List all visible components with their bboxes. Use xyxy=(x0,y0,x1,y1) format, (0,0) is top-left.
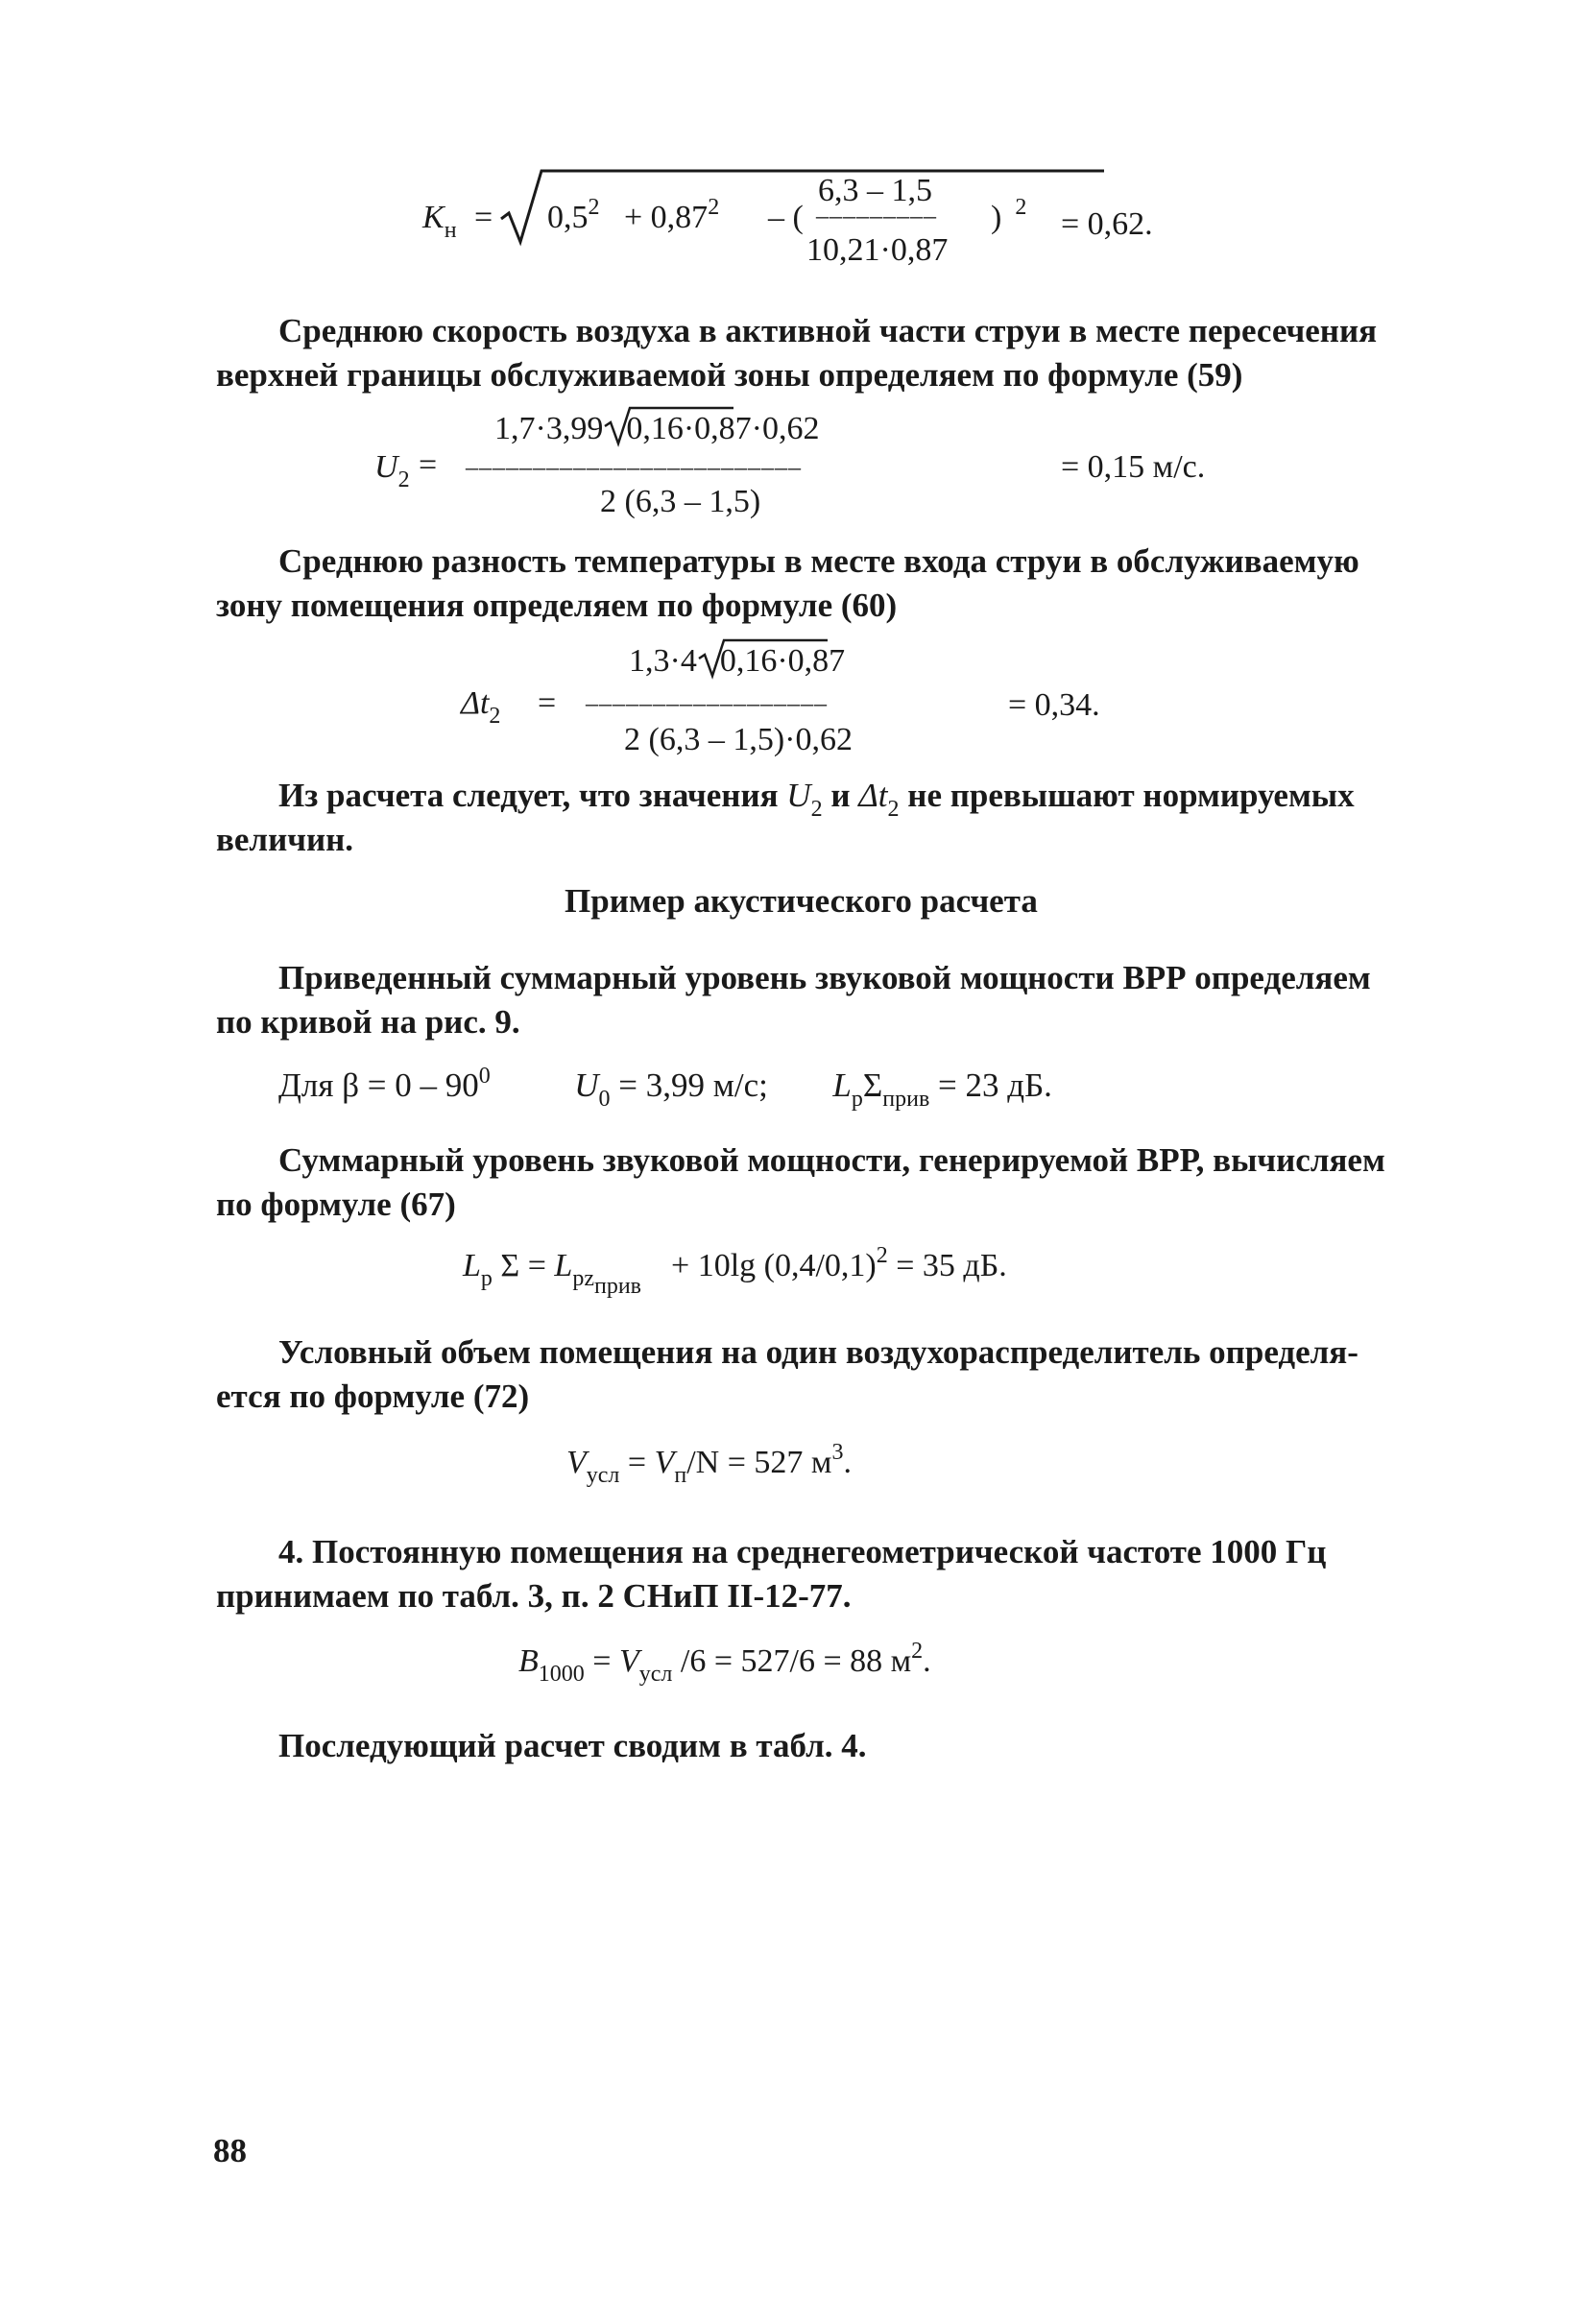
para2-line2: зону помещения определяем по формуле (60) xyxy=(216,587,898,624)
formula-u2 xyxy=(374,403,1238,518)
formula-lp: $L_p$ $\Sigma = L_{pzприв} + 10\lg$ $(0,4/0,1)^2 = 35$ дБ. xyxy=(463,1243,1007,1299)
section-heading: Пример акустического расчета xyxy=(565,882,1038,920)
para5-line2: по формуле (67) xyxy=(216,1186,456,1223)
formula-kn xyxy=(422,163,1190,269)
u2-result: = 0,15 м/с. xyxy=(1061,449,1206,485)
kn-eq: = xyxy=(474,200,493,235)
kn-denominator: 10,21·0,87 xyxy=(806,232,949,268)
para1-line1: Среднюю скорость воздуха в активной части струи в месте пересечения xyxy=(278,312,1378,349)
formula-v: $V_{усл} = V_п/N = 527$ $м^3$. xyxy=(566,1440,852,1488)
u2-denominator: 2 (6,3 – 1,5) xyxy=(600,484,761,519)
cond-lp: $L_p$ xyxy=(832,1066,863,1112)
formula-b1000: $B_{1000} = V_{усл}$ /6 = 527/6 = 88 $м^2$. xyxy=(518,1639,931,1687)
para6-line2: ется по формуле (72) xyxy=(216,1378,530,1415)
kn-term2: + $0,87^2$ xyxy=(624,195,720,235)
para4-line2: по кривой на рис. 9. xyxy=(216,1003,520,1041)
dt2-lhs: $\Delta t_2$ xyxy=(461,685,501,729)
kn-term1: $0,5^2$ xyxy=(547,195,600,235)
para3-line1: Из расчета следует, что значения $U_2$ и $\Delta t_2$ не превышают нормируемых xyxy=(278,777,1355,822)
dt2-eq: = xyxy=(538,685,557,721)
u2-lhs: $U_2$ xyxy=(374,449,410,492)
para2-line1: Среднюю разность температуры в месте входа струи в обслуживаемую xyxy=(278,542,1359,580)
cond-u0: $U_0$ xyxy=(574,1066,611,1112)
para3-line2: величин. xyxy=(216,821,354,858)
dt2-numerator: 1,3·4 0,16·0,87 xyxy=(629,643,845,680)
u2-fraction-bar: ––––––––––––––––––––––––– xyxy=(466,453,802,481)
para4-line1: Приведенный суммарный уровень звуковой мощности ВРР определяем xyxy=(278,959,1371,996)
kn-result: = 0,62. xyxy=(1061,206,1153,242)
dt2-result: = 0,34. xyxy=(1008,687,1100,723)
u2-eq: = xyxy=(419,447,438,483)
dt2-fraction-bar: –––––––––––––––––– xyxy=(586,689,828,717)
page-number: 88 xyxy=(213,2132,247,2169)
kn-numerator: 6,3 – 1,5 xyxy=(818,173,932,208)
para6-line1: Условный объем помещения на один воздухораспределитель определя- xyxy=(278,1333,1359,1371)
para1-line2: верхней границы обслуживаемой зоны определяем по формуле (59) xyxy=(216,356,1243,394)
kn-close: ) $^2$ xyxy=(991,195,1027,235)
para7-line2: принимаем по табл. 3, п. 2 СНиП II-12-77. xyxy=(216,1577,852,1615)
para8: Последующий расчет сводим в табл. 4. xyxy=(278,1727,867,1764)
para7-line1: 4. Постоянную помещения на среднегеометрической частоте 1000 Гц xyxy=(278,1533,1327,1570)
para5-line1: Суммарный уровень звуковой мощности, генерируемой ВРР, вычисляем xyxy=(278,1141,1385,1179)
cond-beta: Для $\beta = 0 - 90^0$ xyxy=(278,1064,491,1104)
formula-dt2 xyxy=(461,635,1229,757)
u2-numerator: 1,7·3,99 0,16·0,87·0,62 xyxy=(494,411,819,447)
kn-fraction-bar: ––––––––– xyxy=(816,202,937,229)
dt2-denominator: 2 (6,3 – 1,5)·0,62 xyxy=(624,722,853,757)
conditions-line: Для $\beta = 0 - 90^0$ $U_0 = 3,99$ м/с; $L_p\Sigma_{прив} = 23$ дБ. xyxy=(278,1064,1052,1112)
kn-lhs: $K_н$ xyxy=(422,200,457,243)
kn-minus-open: – ( xyxy=(768,200,804,235)
